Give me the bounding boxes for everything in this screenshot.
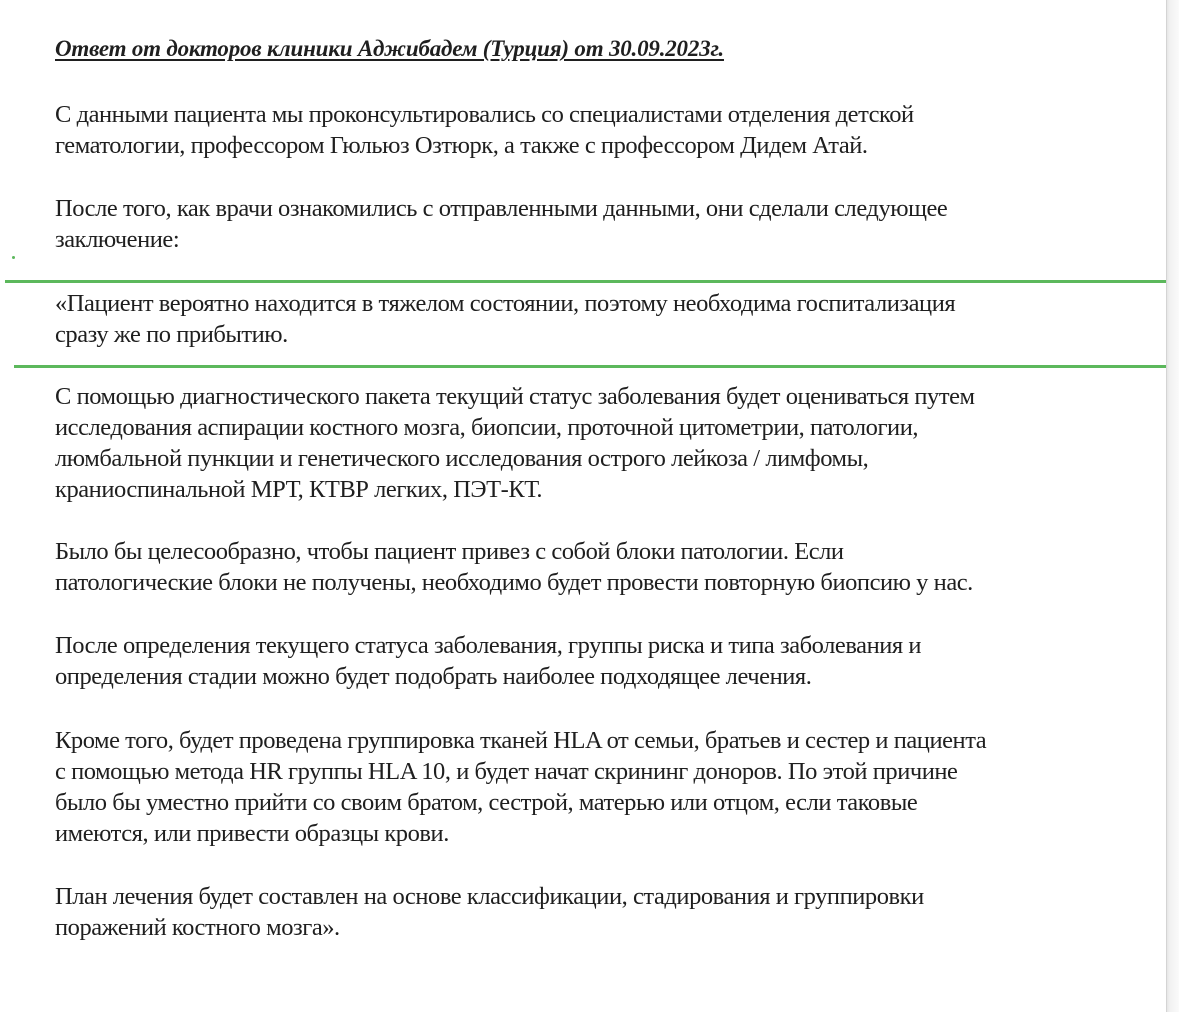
text-line: люмбальной пункции и генетического исследования острого лейкоза / лимфомы, bbox=[55, 445, 869, 472]
document-title: Ответ от докторов клиники Аджибадем (Турция) от 30.09.2023г. bbox=[55, 36, 724, 61]
text-line: С данными пациента мы проконсультировались со специалистами отделения детской bbox=[55, 101, 914, 128]
highlight-line-bottom bbox=[14, 365, 1166, 368]
paragraph-hla-typing bbox=[55, 725, 986, 849]
paragraph-hospitalization bbox=[55, 288, 955, 350]
text-line: было бы уместно прийти со своим братом, сестрой, матерью или отцом, если таковые bbox=[55, 789, 918, 816]
text-line: исследования аспирации костного мозга, биопсии, проточной цитометрии, патологии, bbox=[55, 414, 919, 441]
text-line: заключение: bbox=[55, 226, 180, 253]
text-line: поражений костного мозга». bbox=[55, 914, 340, 941]
text-line: с помощью метода HR группы HLA 10, и будет начат скрининг доноров. По этой причине bbox=[55, 758, 958, 785]
text-line: После определения текущего статуса заболевания, группы риска и типа заболевания и bbox=[55, 632, 922, 659]
paragraph-consultation bbox=[55, 99, 914, 161]
text-line: С помощью диагностического пакета текущий статус заболевания будет оцениваться путем bbox=[55, 383, 975, 410]
paragraph-diagnostics bbox=[55, 381, 975, 505]
text-line: После того, как врачи ознакомились с отправленными данными, они сделали следующее bbox=[55, 195, 948, 222]
highlight-dot bbox=[12, 256, 15, 259]
text-line: определения стадии можно будет подобрать наиболее подходящее лечения. bbox=[55, 663, 812, 690]
text-line: имеются, или привести образцы крови. bbox=[55, 820, 449, 847]
text-line: Было бы целесообразно, чтобы пациент привез с собой блоки патологии. Если bbox=[55, 538, 844, 565]
text-line: краниоспинальной МРТ, КТВР легких, ПЭТ-КТ. bbox=[55, 476, 543, 503]
text-line: План лечения будет составлен на основе классификации, стадирования и группировки bbox=[55, 883, 924, 910]
highlight-line-top bbox=[5, 280, 1166, 283]
page-edge bbox=[1166, 0, 1179, 1012]
paragraph-treatment-selection bbox=[55, 630, 921, 692]
text-line: «Пациент вероятно находится в тяжелом состоянии, поэтому необходима госпитализация bbox=[55, 290, 956, 317]
text-line: патологические блоки не получены, необходимо будет провести повторную биопсию у нас. bbox=[55, 569, 973, 596]
paragraph-conclusion-intro bbox=[55, 193, 947, 255]
paragraph-pathology-blocks bbox=[55, 536, 973, 598]
paragraph-treatment-plan bbox=[55, 881, 924, 943]
text-line: Кроме того, будет проведена группировка тканей HLA от семьи, братьев и сестер и пациента bbox=[55, 727, 987, 754]
text-line: гематологии, профессором Гюльюз Озтюрк, а также с профессором Дидем Атай. bbox=[55, 132, 868, 159]
text-line: сразу же по прибытию. bbox=[55, 321, 288, 348]
